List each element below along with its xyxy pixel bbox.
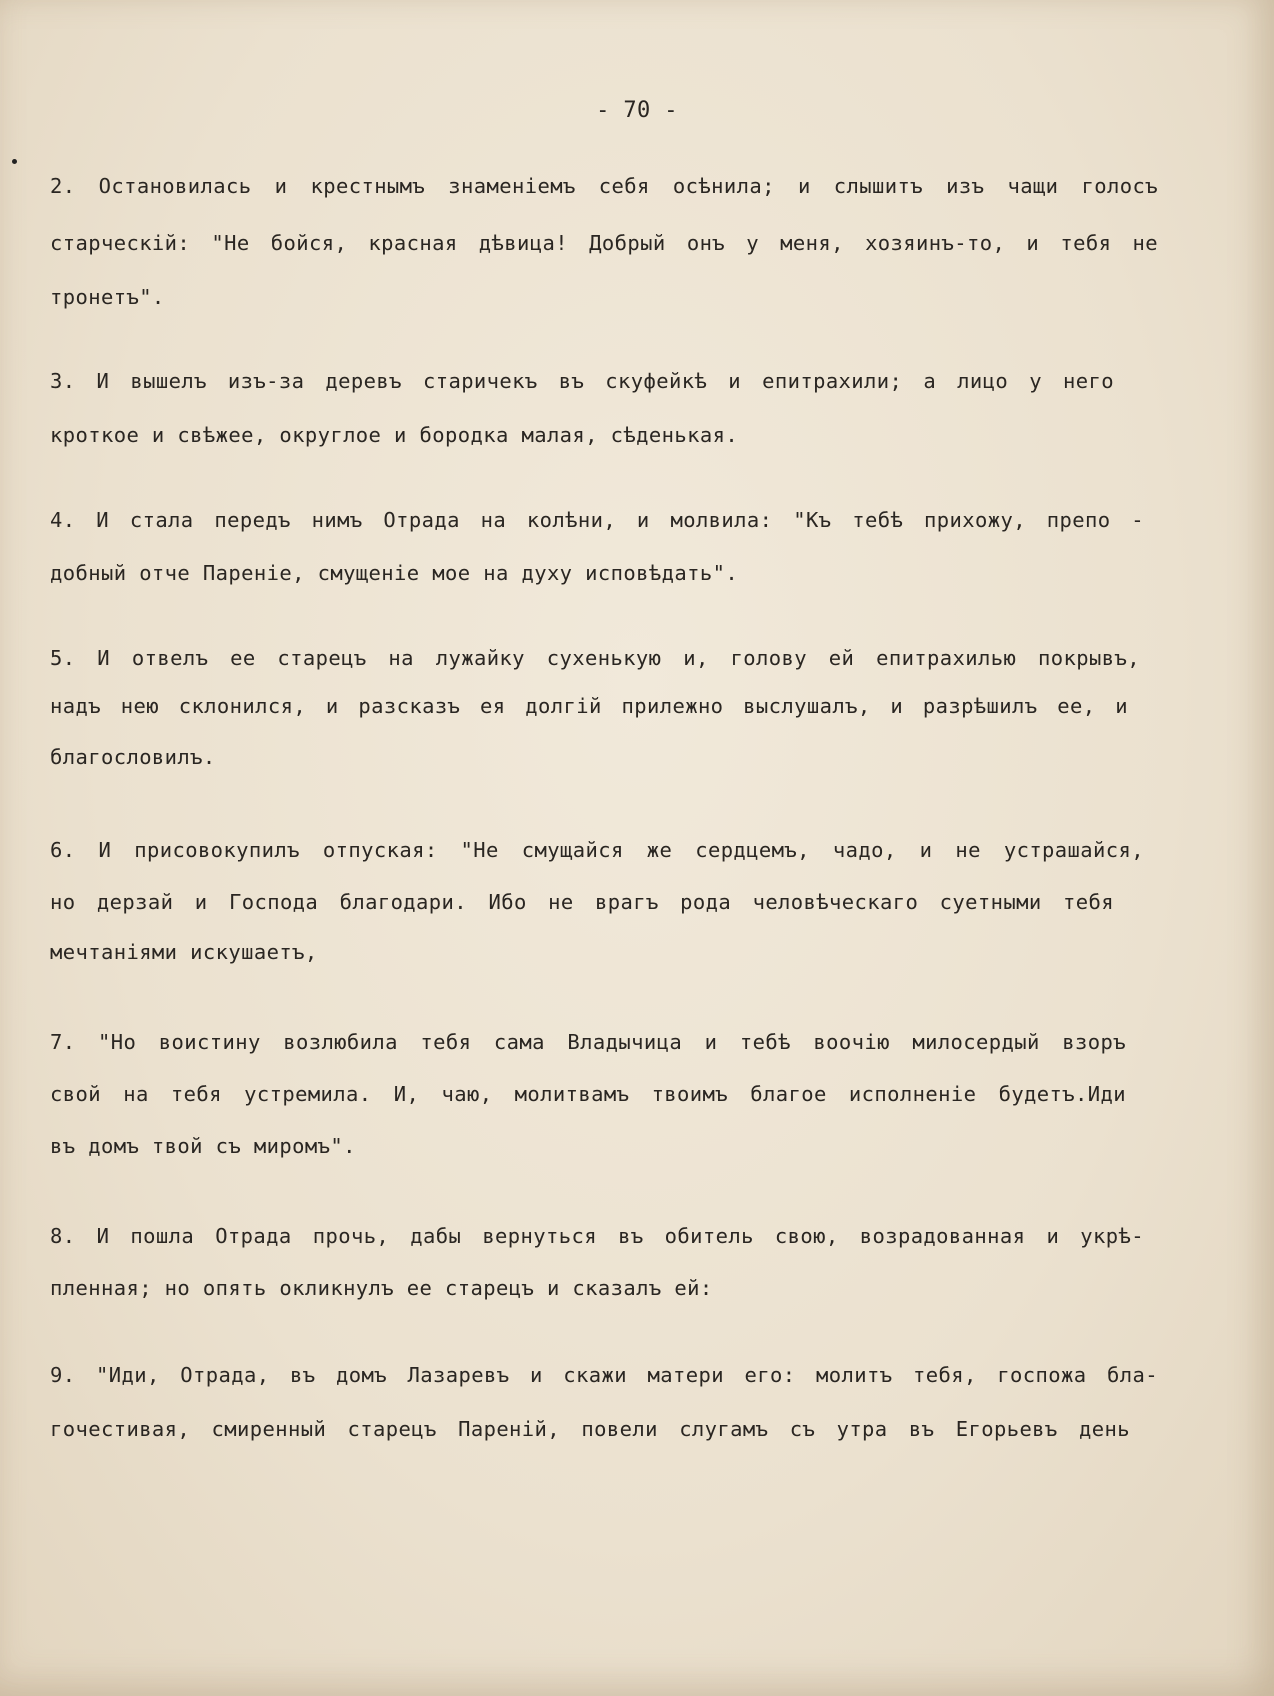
paragraph-3-line-2: кроткое и свѣжее, округлое и бородка малая, сѣденькая. (50, 423, 739, 447)
paragraph-2-line-3: тронетъ". (50, 285, 165, 309)
paragraph-9-line-2: гочестивая, смиренный старецъ Пареній, повели слугамъ съ утра въ Егорьевъ день (50, 1417, 1130, 1441)
paragraph-3-line-1: 3. И вышелъ изъ-за деревъ старичекъ въ скуфейкѣ и епитрахили; а лицо у него (50, 369, 1114, 393)
paragraph-6-line-2: но дерзай и Господа благодари. Ибо не врагъ рода человѣческаго суетными тебя (50, 890, 1114, 914)
paragraph-7-line-1: 7. "Но воистину возлюбила тебя сама Владычица и тебѣ воочію милосердый взоръ (50, 1030, 1126, 1054)
paragraph-2-line-1: 2. Остановилась и крестнымъ знаменіемъ себя осѣнила; и слышитъ изъ чащи голосъ (50, 174, 1158, 198)
page-number: - 70 - (596, 98, 678, 123)
paragraph-8-line-2: пленная; но опять окликнулъ ее старецъ и сказалъ ей: (50, 1276, 713, 1300)
paragraph-5-line-2: надъ нею склонился, и разсказъ ея долгій прилежно выслушалъ, и разрѣшилъ ее, и (50, 694, 1128, 718)
paragraph-7-line-2: свой на тебя устремила. И, чаю, молитвамъ твоимъ благое исполненіе будетъ.Иди (50, 1082, 1126, 1106)
paragraph-5-line-1: 5. И отвелъ ее старецъ на лужайку сухенькую и, голову ей епитрахилью покрывъ, (50, 646, 1140, 670)
paragraph-9-line-1: 9. "Иди, Отрада, въ домъ Лазаревъ и скажи матери его: молитъ тебя, госпожа бла- (50, 1363, 1158, 1387)
paragraph-4-line-2: добный отче Пареніе, смущеніе мое на духу исповѣдать". (50, 561, 739, 585)
paragraph-2-line-2: старческій: "Не бойся, красная дѣвица! Добрый онъ у меня, хозяинъ-то, и тебя не (50, 231, 1158, 255)
paragraph-5-line-3: благословилъ. (50, 745, 216, 769)
paragraph-6-line-3: мечтаніями искушаетъ, (50, 940, 318, 964)
paragraph-6-line-1: 6. И присовокупилъ отпуская: "Не смущайся же сердцемъ, чадо, и не устрашайся, (50, 838, 1144, 862)
paragraph-8-line-1: 8. И пошла Отрада прочь, дабы вернуться въ обитель свою, возрадованная и укрѣ- (50, 1224, 1144, 1248)
paragraph-4-line-1: 4. И стала передъ нимъ Отрада на колѣни, и молвила: "Къ тебѣ прихожу, препо - (50, 508, 1144, 532)
paragraph-7-line-3: въ домъ твой съ миромъ". (50, 1134, 356, 1158)
